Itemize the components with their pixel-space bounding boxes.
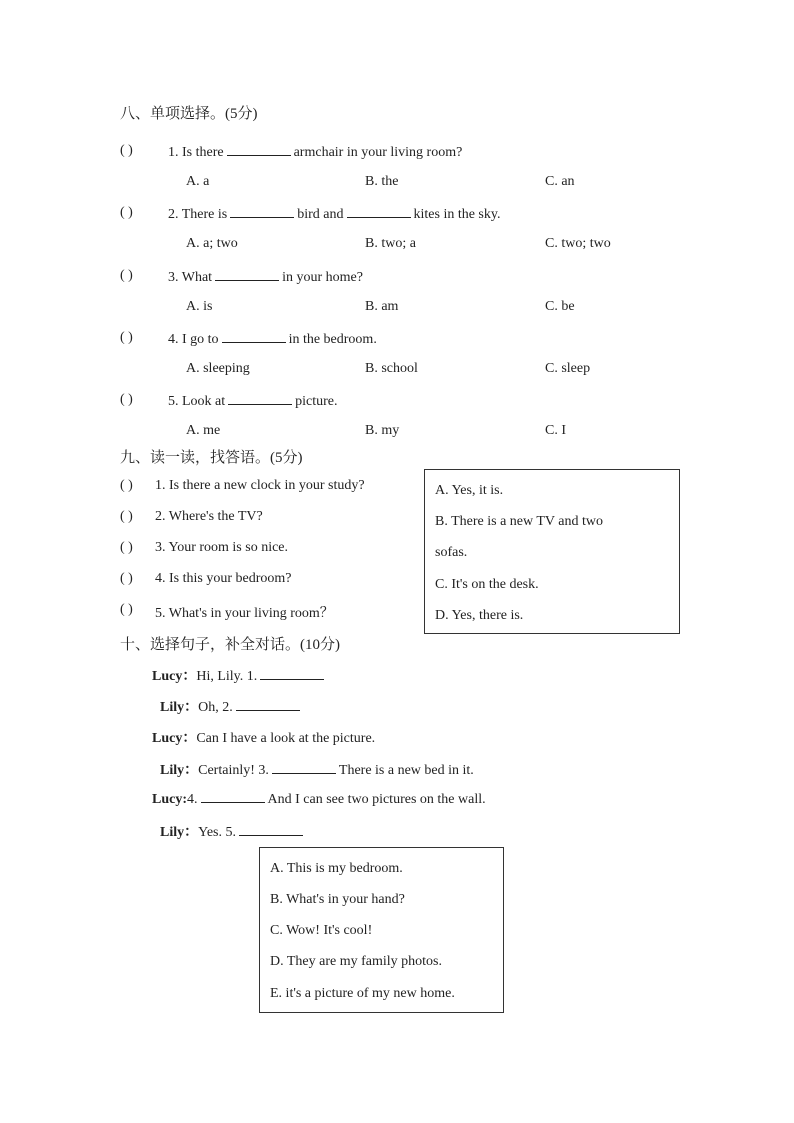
question-text: 3. Your room is so nice. <box>155 540 289 555</box>
answer-b-line2: sofas. <box>435 545 468 560</box>
question-line <box>168 143 462 161</box>
answer-blank[interactable] <box>222 330 286 343</box>
dialogue-text-post: And I can see two pictures on the wall. <box>267 792 486 807</box>
answer-blank[interactable] <box>239 823 303 836</box>
answer-paren[interactable]: ( ) <box>120 268 133 283</box>
option-choice[interactable]: C. two; two <box>545 236 611 251</box>
dialogue-text: Certainly! 3. <box>198 763 269 778</box>
question-number: 2. <box>168 207 179 222</box>
dialogue-line <box>160 759 474 779</box>
answer-blank[interactable] <box>215 268 279 281</box>
question-text-pre: Is there <box>182 145 224 160</box>
option-choice[interactable]: B. am <box>365 299 399 314</box>
section-9-title: 九、读一读，找答语。(5分) <box>120 450 303 466</box>
dialogue-line <box>152 665 327 685</box>
answer-paren[interactable]: ( ) <box>120 571 133 586</box>
question-text-post: in your home? <box>282 270 363 285</box>
option-choice[interactable]: C. an <box>545 174 575 189</box>
options-box <box>259 847 504 1013</box>
question-line <box>168 268 363 286</box>
dialogue-text: Can I have a look at the picture. <box>196 731 376 746</box>
answer-paren[interactable]: ( ) <box>120 143 133 158</box>
dialogue-line <box>160 821 306 841</box>
speaker-name: Lucy： <box>152 731 197 746</box>
question-number: 4. <box>168 332 179 347</box>
question-line <box>168 392 338 410</box>
answer-paren[interactable]: ( ) <box>120 205 133 220</box>
speaker-name: Lucy: <box>152 792 187 807</box>
answer-blank[interactable] <box>272 761 336 774</box>
dialogue-line <box>160 696 303 716</box>
option-choice[interactable]: A. a; two <box>186 236 238 251</box>
question-text-mid: bird and <box>297 207 344 222</box>
answer-blank[interactable] <box>230 205 294 218</box>
dialogue-option: B. What's in your hand? <box>270 892 405 907</box>
question-text: 1. Is there a new clock in your study? <box>155 478 365 493</box>
dialogue-option: D. They are my family photos. <box>270 954 442 969</box>
answer-a: A. Yes, it is. <box>435 483 504 498</box>
answer-blank[interactable] <box>236 698 300 711</box>
dialogue-line <box>152 727 375 747</box>
speaker-name: Lucy： <box>152 669 197 684</box>
question-text-pre: I go to <box>182 332 219 347</box>
speaker-name: Lily： <box>160 825 199 840</box>
dialogue-text-post: There is a new bed in it. <box>338 763 474 778</box>
option-choice[interactable]: B. the <box>365 174 399 189</box>
answer-blank[interactable] <box>347 205 411 218</box>
dialogue-text: Hi, Lily. 1. <box>196 669 258 684</box>
option-choice[interactable]: B. school <box>365 361 418 376</box>
question-number: 5. <box>168 394 179 409</box>
question-text-pre: Look at <box>182 394 226 409</box>
dialogue-option: A. This is my bedroom. <box>270 861 403 876</box>
option-choice[interactable]: B. two; a <box>365 236 416 251</box>
question-text-post: picture. <box>295 394 338 409</box>
option-choice[interactable]: A. sleeping <box>186 361 250 376</box>
question-text-post: armchair in your living room? <box>293 145 463 160</box>
question-text: 4. Is this your bedroom? <box>155 571 292 586</box>
answer-blank[interactable] <box>228 392 292 405</box>
option-choice[interactable]: A. is <box>186 299 213 314</box>
question-number: 1. <box>168 145 179 160</box>
option-choice[interactable]: C. sleep <box>545 361 591 376</box>
dialogue-line <box>152 790 486 808</box>
answer-paren[interactable]: ( ) <box>120 478 133 493</box>
question-text-post: in the bedroom. <box>288 332 377 347</box>
dialogue-text: Oh, 2. <box>198 700 233 715</box>
answer-paren[interactable]: ( ) <box>120 602 133 617</box>
answer-blank[interactable] <box>201 790 265 803</box>
option-choice[interactable]: B. my <box>365 423 400 438</box>
option-choice[interactable]: A. me <box>186 423 221 438</box>
answer-blank[interactable] <box>227 143 291 156</box>
speaker-name: Lily： <box>160 700 199 715</box>
answer-c: C. It's on the desk. <box>435 577 539 592</box>
option-choice[interactable]: C. I <box>545 423 566 438</box>
question-text-pre: What <box>181 270 213 285</box>
answer-paren[interactable]: ( ) <box>120 540 133 555</box>
question-line <box>168 205 500 223</box>
speaker-name: Lily： <box>160 763 199 778</box>
answer-paren[interactable]: ( ) <box>120 392 133 407</box>
answer-b-line1: B. There is a new TV and two <box>435 514 603 529</box>
question-text: 2. Where's the TV? <box>155 509 263 524</box>
answer-box <box>424 469 680 634</box>
dialogue-option: E. it's a picture of my new home. <box>270 986 455 1001</box>
answer-d: D. Yes, there is. <box>435 608 524 623</box>
option-choice[interactable]: C. be <box>545 299 575 314</box>
question-text: 5. What's in your living room？ <box>155 606 334 621</box>
question-text-pre: There is <box>181 207 228 222</box>
dialogue-text: 4. <box>187 792 198 807</box>
dialogue-text: Yes. 5. <box>198 825 236 840</box>
question-text-post: kites in the sky. <box>413 207 501 222</box>
answer-blank[interactable] <box>260 667 324 680</box>
question-line <box>168 330 377 348</box>
option-choice[interactable]: A. a <box>186 174 210 189</box>
section-8-title: 八、单项选择。(5分) <box>120 106 258 122</box>
answer-paren[interactable]: ( ) <box>120 509 133 524</box>
dialogue-option: C. Wow! It's cool! <box>270 923 373 938</box>
section-10-title: 十、选择句子，补全对话。(10分) <box>120 637 340 653</box>
question-number: 3. <box>168 270 179 285</box>
answer-paren[interactable]: ( ) <box>120 330 133 345</box>
